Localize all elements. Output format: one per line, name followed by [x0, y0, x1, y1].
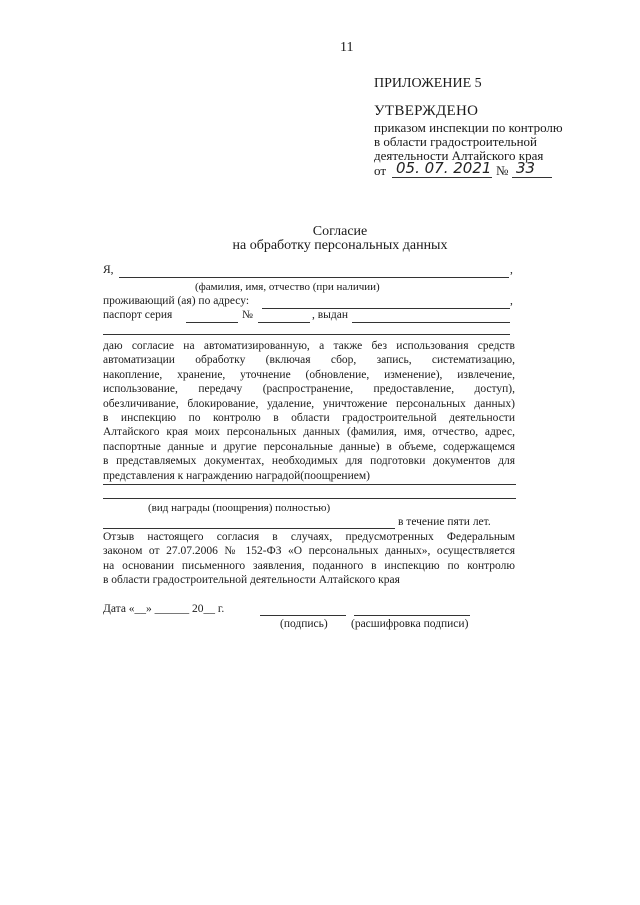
revoke-paragraph	[103, 530, 515, 588]
fio-hint: (фамилия, имя, отчество (при наличии)	[195, 281, 380, 293]
award-hint: (вид награды (поощрения) полностью)	[148, 502, 331, 514]
comma: ,	[510, 295, 513, 307]
handwritten-date: 05. 07. 2021	[396, 159, 492, 177]
document-subtitle: на обработку персональных данных	[232, 238, 448, 253]
order-line: приказом инспекции по контролю	[374, 120, 563, 135]
date-underline	[392, 177, 492, 178]
signature-decode-line[interactable]	[354, 615, 470, 616]
order-block	[374, 121, 563, 163]
date-prefix: от	[374, 163, 387, 178]
fio-field-line[interactable]	[119, 277, 509, 278]
revoke-line: в области градостроительной деятельности Алтайского края	[103, 574, 400, 587]
passport-series-line[interactable]	[186, 322, 238, 323]
order-date-line	[374, 159, 604, 181]
address-label: проживающий (ая) по адресу:	[103, 295, 250, 307]
address-field-line[interactable]	[262, 308, 510, 309]
period-text: в течение пяти лет.	[398, 516, 491, 528]
consent-line: накопление, хранение, уточнение (обновление, изменение), извлечение,	[103, 368, 515, 381]
award-field-line-3[interactable]	[103, 528, 395, 529]
consent-paragraph	[103, 339, 515, 483]
i-label: Я,	[103, 264, 114, 276]
award-field-line-2[interactable]	[103, 498, 516, 499]
date-label: Дата «__» ______ 20__ г.	[103, 603, 225, 615]
passport-series-label: паспорт серия	[103, 309, 173, 321]
issued-by-line[interactable]	[352, 322, 510, 323]
revoke-line: Отзыв настоящего согласия в случаях, предусмотренных Федеральным	[103, 531, 515, 543]
signature-line[interactable]	[260, 615, 346, 616]
approved-label: УТВЕРЖДЕНО	[374, 103, 479, 119]
signature-hint: (подпись)	[280, 618, 328, 630]
issued-by-line-2[interactable]	[103, 334, 510, 335]
page-number: 11	[340, 40, 354, 55]
issued-label: , выдан	[312, 309, 349, 321]
document-title: Согласие	[312, 224, 368, 239]
signature-decode-hint: (расшифровка подписи)	[351, 618, 469, 630]
handwritten-number: 33	[516, 159, 536, 177]
comma: ,	[510, 264, 513, 276]
appendix-title: ПРИЛОЖЕНИЕ 5	[374, 76, 482, 91]
consent-line: Алтайского края моих персональных данных (фамилия, имя, отчество, адрес,	[103, 426, 515, 439]
passport-number-line[interactable]	[258, 322, 310, 323]
number-prefix: №	[496, 163, 509, 178]
consent-line: в представляемых документах, необходимых для подготовки документов для	[103, 455, 515, 468]
consent-line: использование, передачу (распространение, предоставление, доступ),	[103, 383, 515, 396]
revoke-line: законом от 27.07.2006 № 152-ФЗ «О персональных данных», осуществляется	[103, 545, 515, 558]
consent-line: в инспекцию по контролю в области градостроительной деятельности	[103, 412, 515, 425]
consent-line: представления к награждению наградой(поощрением)	[103, 469, 370, 482]
consent-line: даю согласие на автоматизированную, а также без использования средств	[103, 340, 515, 352]
number-underline	[512, 177, 552, 178]
order-line: в области градостроительной	[374, 134, 537, 149]
consent-line: автоматизации обработку (включая сбор, запись, систематизацию,	[103, 354, 515, 367]
consent-line: обезличивание, блокирование, удаление, уничтожение персональных данных)	[103, 397, 515, 410]
award-field-line-1[interactable]	[103, 484, 516, 485]
revoke-line: на основании письменного заявления, поданного в инспекцию по контролю	[103, 559, 515, 572]
order-line: деятельности Алтайского края	[374, 148, 544, 163]
passport-number-label: №	[242, 309, 253, 321]
consent-line: паспортные данные и другие персональные данные) в объеме, содержащемся	[103, 440, 515, 453]
